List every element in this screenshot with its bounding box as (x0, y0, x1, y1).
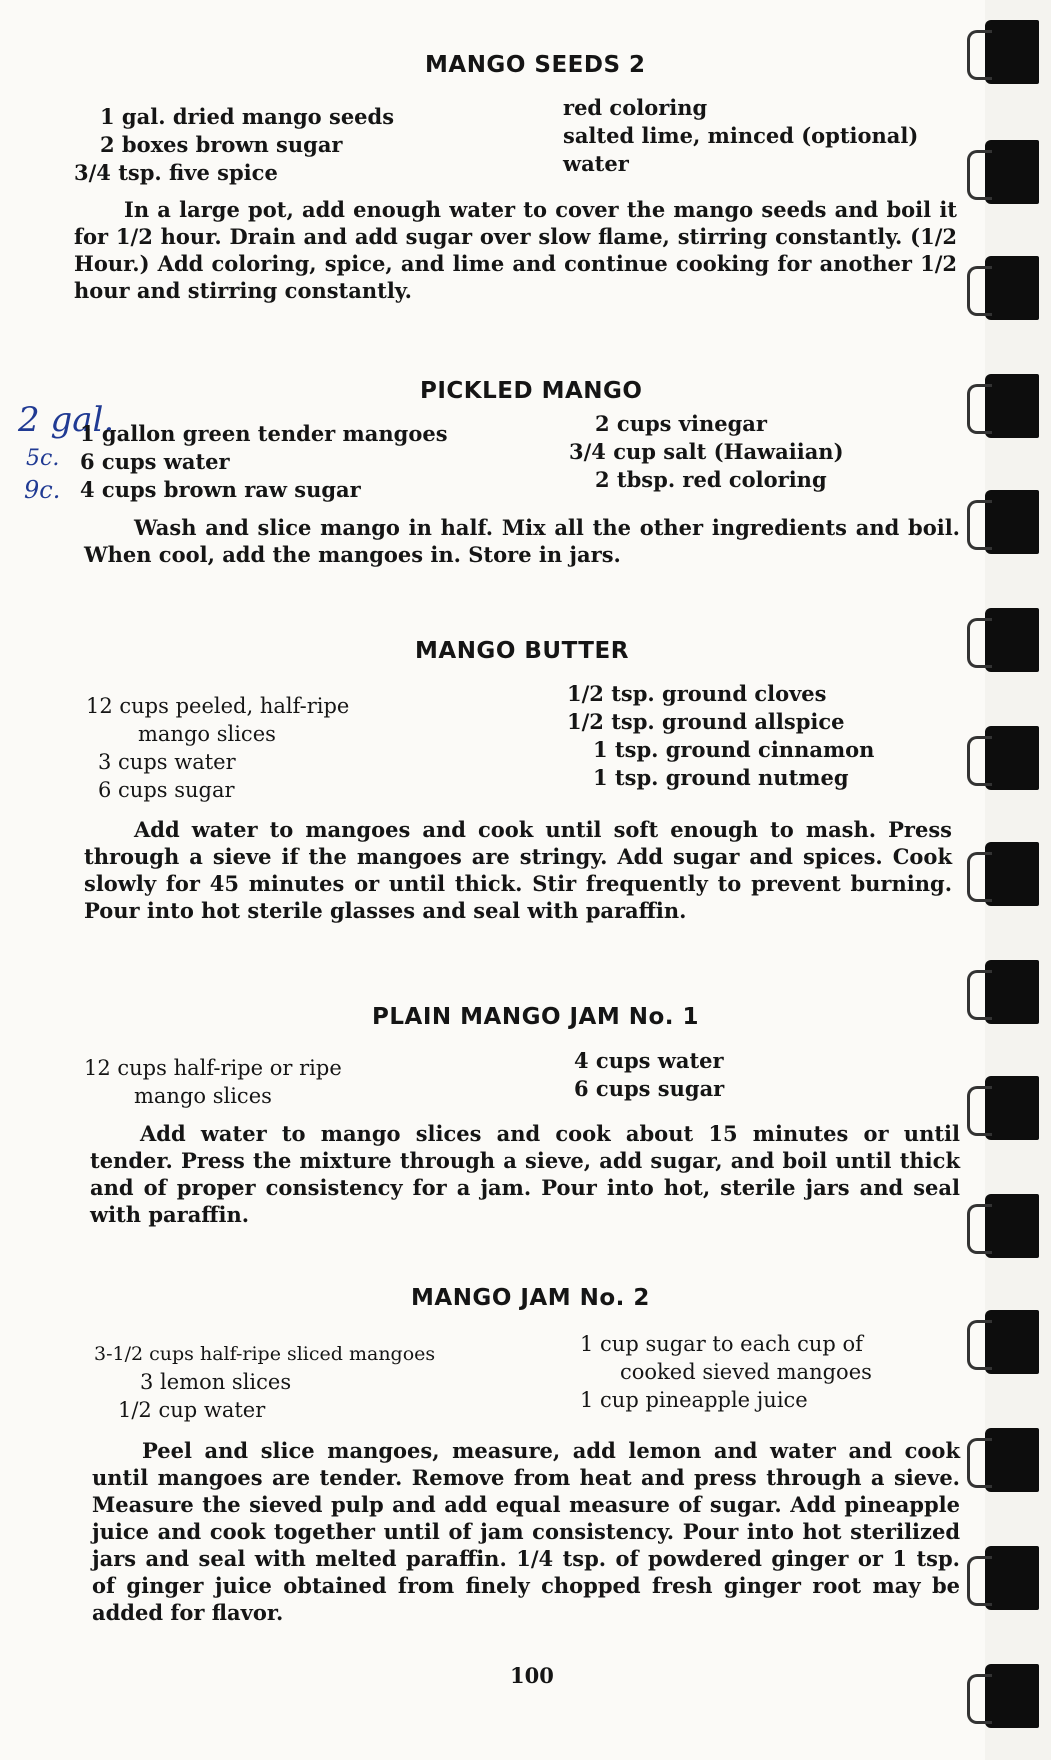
ingredient: 3 cups water (98, 750, 236, 774)
handwritten-note: 9c. (24, 476, 61, 504)
recipe-title: MANGO SEEDS 2 (425, 52, 646, 78)
ingredients-left (80, 420, 448, 504)
ingredient: 4 cups water (574, 1048, 724, 1073)
binding-ring (985, 1076, 1039, 1140)
binding-ring (985, 726, 1039, 790)
ingredient: mango slices (138, 722, 276, 746)
recipe-directions (84, 816, 952, 924)
ingredient: 1 tsp. ground nutmeg (593, 765, 849, 790)
ingredient: water (563, 151, 629, 176)
ingredient: salted lime, minced (optional) (563, 123, 919, 148)
recipe-directions (90, 1120, 960, 1228)
ingredients-right (567, 680, 874, 792)
directions-text: Peel and slice mangoes, measure, add lemon and water and cook until mangoes are tender. Remove from heat and press through a sieve. Measure the sieved pulp and add equal measure of sugar. Add pineapple juice and cook together until of jam consistency. Pour into hot sterilized jars and seal with melted paraffin. 1/4 tsp. of powdered ginger or 1 tsp. of ginger juice obtained from finely chopped fresh ginger root may be added for flavor. (92, 1438, 960, 1625)
ingredient: 2 cups vinegar (595, 411, 767, 436)
binding-ring (985, 608, 1039, 672)
binding-ring (985, 1428, 1039, 1492)
handwritten-note: 2 gal. (18, 400, 115, 440)
ingredient: 6 cups sugar (98, 778, 235, 802)
ingredient: red coloring (563, 95, 708, 120)
recipe-title: MANGO JAM No. 2 (411, 1285, 650, 1311)
binding-ring (985, 960, 1039, 1024)
ingredient: 3 lemon slices (140, 1370, 292, 1394)
ingredient: 2 tbsp. red coloring (595, 467, 827, 492)
ingredient: 1/2 tsp. ground allspice (567, 709, 845, 734)
recipe-title: MANGO BUTTER (415, 638, 629, 664)
ingredient: 4 cups brown raw sugar (80, 477, 361, 502)
handwritten-note: 5c. (26, 446, 60, 471)
binding-ring (985, 20, 1039, 84)
ingredient: 6 cups sugar (574, 1076, 725, 1101)
ingredient: 12 cups half-ripe or ripe (84, 1056, 342, 1080)
spiral-binding (985, 0, 1051, 1760)
ingredient: mango slices (134, 1084, 272, 1108)
recipe-directions (84, 514, 960, 568)
ingredients-right (574, 1047, 724, 1103)
recipe-directions (92, 1437, 960, 1626)
directions-text: Add water to mangoes and cook until soft enough to mash. Press through a sieve if the mangoes are stringy. Add sugar and spices. Cook slowly for 45 minutes or until thick. Stir frequently to prevent burning. Pour into hot sterile glasses and seal with paraffin. (84, 817, 952, 923)
ingredient: 1 gal. dried mango seeds (100, 104, 395, 129)
ingredients-left (94, 1340, 435, 1424)
page-number: 100 (510, 1663, 554, 1688)
ingredient: 1/2 tsp. ground cloves (567, 681, 827, 706)
recipe-title: PLAIN MANGO JAM No. 1 (372, 1004, 700, 1030)
recipe-directions (74, 196, 957, 304)
binding-ring (985, 490, 1039, 554)
ingredient: 3/4 cup salt (Hawaiian) (569, 439, 844, 464)
binding-ring (985, 1194, 1039, 1258)
binding-ring (985, 256, 1039, 320)
ingredient: 3/4 tsp. five spice (74, 160, 278, 185)
binding-ring (985, 140, 1039, 204)
ingredient: 1 tsp. ground cinnamon (593, 737, 875, 762)
ingredient: 12 cups peeled, half-ripe (86, 694, 350, 718)
ingredient: 2 boxes brown sugar (100, 132, 343, 157)
ingredient: 3-1/2 cups half-ripe sliced mangoes (94, 1343, 436, 1365)
binding-ring (985, 842, 1039, 906)
ingredient: cooked sieved mangoes (620, 1360, 872, 1384)
ingredient: 1 cup pineapple juice (580, 1388, 808, 1412)
ingredient: 1 gallon green tender mangoes (80, 421, 448, 446)
ingredients-left (84, 1054, 342, 1110)
binding-ring (985, 374, 1039, 438)
ingredient: 1 cup sugar to each cup of (580, 1332, 863, 1356)
ingredients-left (86, 692, 349, 804)
ingredients-right (569, 410, 844, 494)
binding-ring (985, 1310, 1039, 1374)
recipe-title: PICKLED MANGO (420, 378, 643, 404)
ingredient: 1/2 cup water (118, 1398, 266, 1422)
directions-text: Wash and slice mango in half. Mix all the other ingredients and boil. When cool, add the mangoes in. Store in jars. (84, 515, 960, 567)
ingredients-right (563, 94, 918, 178)
binding-ring (985, 1546, 1039, 1610)
directions-text: Add water to mango slices and cook about 15 minutes or until tender. Press the mixture through a sieve, add sugar, and boil until thick and of proper consistency for a jam. Pour into hot, sterile jars and seal with paraffin. (90, 1121, 960, 1227)
directions-text: In a large pot, add enough water to cover the mango seeds and boil it for 1/2 hour. Drain and add sugar over slow flame, stirring constantly. (1/2 Hour.) Add coloring, spice, and lime and continue cooking for another 1/2 hour and stirring constantly. (74, 197, 957, 303)
ingredients-right (580, 1330, 872, 1414)
binding-ring (985, 1664, 1039, 1728)
ingredient: 6 cups water (80, 449, 230, 474)
ingredients-left (74, 103, 394, 187)
